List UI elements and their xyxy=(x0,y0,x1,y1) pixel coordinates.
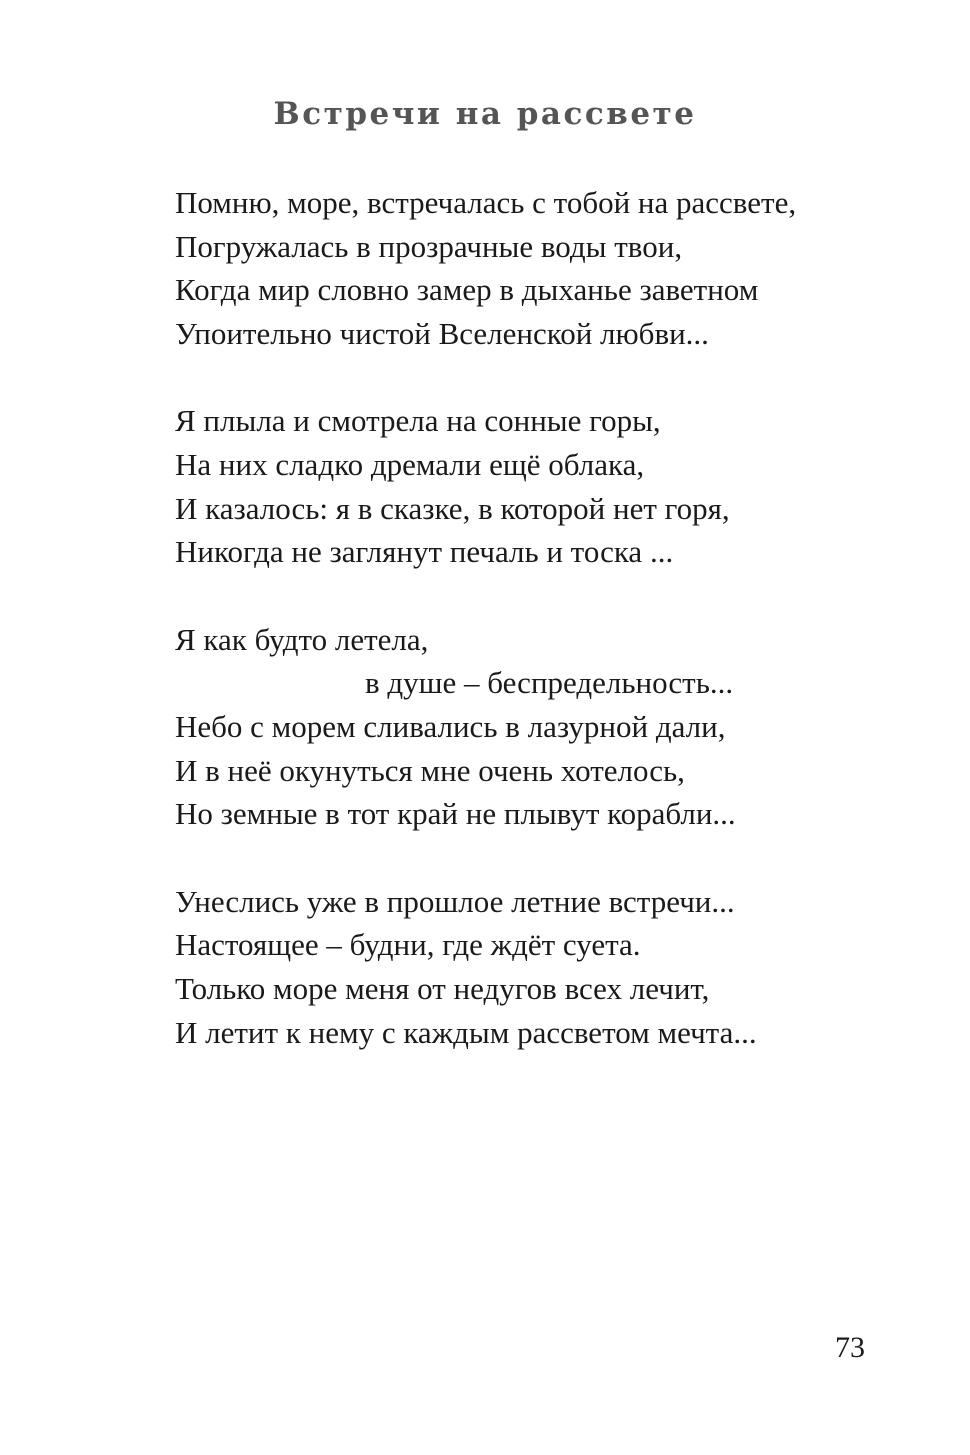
poem-line: Никогда не заглянут печаль и тоска ... xyxy=(175,534,674,570)
poem-body xyxy=(175,181,915,1054)
poem-line-indented: в душе – беспредельность... xyxy=(365,665,734,701)
poem-line: Я как будто летела, xyxy=(175,621,429,657)
poem-line: И казалось: я в сказке, в которой нет горя, xyxy=(175,490,730,526)
poem-line: Но земные в тот край не плывут корабли... xyxy=(175,796,736,832)
poem-line: Когда мир словно замер в дыханье заветном xyxy=(175,272,759,308)
poem-line: Унеслись уже в прошлое летние встречи... xyxy=(175,883,735,919)
poem-line: Помню, море, встречалась с тобой на рассвете, xyxy=(175,185,797,220)
poem-line: Небо с морем сливались в лазурной дали, xyxy=(175,708,726,744)
poem-line: И летит к нему с каждым рассветом мечта... xyxy=(175,1014,757,1050)
poem-line: Настоящее – будни, где ждёт суета. xyxy=(175,927,641,963)
page-title: Встречи на рассвете xyxy=(273,96,697,132)
stanza-3 xyxy=(175,618,915,836)
poem-line: Упоительно чистой Вселенской любви... xyxy=(175,315,709,351)
poem-line: Погружалась в прозрачные воды твои, xyxy=(175,228,683,264)
poem-line: И в неё окунуться мне очень хотелось, xyxy=(175,752,685,788)
poem-line: Я плыла и смотрела на сонные горы, xyxy=(175,403,661,439)
poem-line: На них сладко дремали ещё облака, xyxy=(175,446,645,482)
stanza-4 xyxy=(175,880,915,1054)
stanza-1 xyxy=(175,181,915,355)
page-number: 73 xyxy=(835,1331,865,1364)
poem-line: Только море меня от недугов всех лечит, xyxy=(175,970,710,1006)
stanza-2 xyxy=(175,399,915,573)
